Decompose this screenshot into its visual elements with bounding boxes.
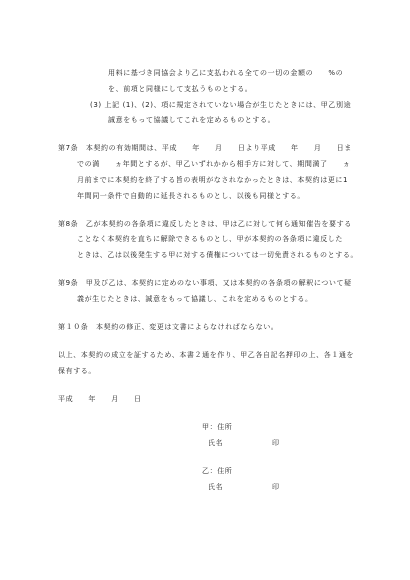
article-7-line-3: 月前までに本契約を終了する旨の表明がなされなかったときは、本契約は更に1 xyxy=(77,176,349,184)
article-8-line-1: 第8条 乙が本契約の各条項に違反したときは、甲は乙に対して何ら通知催告を要する xyxy=(58,220,352,228)
closing-line-1: 以上、本契約の成立を証するため、本書２通を作り、甲乙各自記名押印の上、各１通を xyxy=(58,351,355,359)
article-8-line-2: ことなく本契約を直ちに解除できるものとし、甲が本契約の各条項に違反した xyxy=(77,235,343,243)
article-9-line-1: 第9条 甲及び乙は、本契約に定めのない事項、又は本契約の各条項の解釈について疑 xyxy=(58,279,352,287)
signing-date: 平成 年 月 日 xyxy=(58,395,142,403)
party-b-seal: 印 xyxy=(272,483,280,491)
clause-6-3-line-2: 誠意をもって協議してこれを定めるものとする。 xyxy=(108,116,276,124)
article-10: 第１０条 本契約の修正、変更は文書によらなければならない。 xyxy=(58,323,279,331)
closing-line-2: 保有する。 xyxy=(58,367,96,375)
party-a-name-label: 氏名 xyxy=(208,439,224,447)
article-7-line-4: 年間同一条件で自動的に延長されるものとし、以後も同様とする。 xyxy=(77,192,305,200)
party-a-seal: 印 xyxy=(272,439,280,447)
article-7-line-1: 第7条 本契約の有効期間は、平成 年 月 日より平成 年 月 日ま xyxy=(58,144,352,152)
article-8-line-3: ときは、乙は以後発生する甲に対する債権については一切免責されるものとする。 xyxy=(77,251,359,259)
clause-6-2-line-2: を、前項と同様にして支払うものとする。 xyxy=(108,85,253,93)
party-b-address-label: 乙：住所 xyxy=(202,467,233,475)
article-9-line-2: 義が生じたときは、誠意をもって協議し、これを定めるものとする。 xyxy=(77,295,313,303)
article-7-line-2: での満 ヵ年間とするが、甲乙いずれかから相手方に対して、期間満了 ヵ xyxy=(77,160,351,168)
party-b-name-label: 氏名 xyxy=(208,483,224,491)
clause-6-3-line-1: (3) 上記 (1)、(2)、項に規定されていない場合が生じたときには、甲乙別途 xyxy=(90,101,352,109)
party-a-address-label: 甲：住所 xyxy=(202,423,233,431)
clause-6-2-line-1: 用料に基づき同協会より乙に支払われる全ての一切の金額の %の xyxy=(108,69,344,77)
